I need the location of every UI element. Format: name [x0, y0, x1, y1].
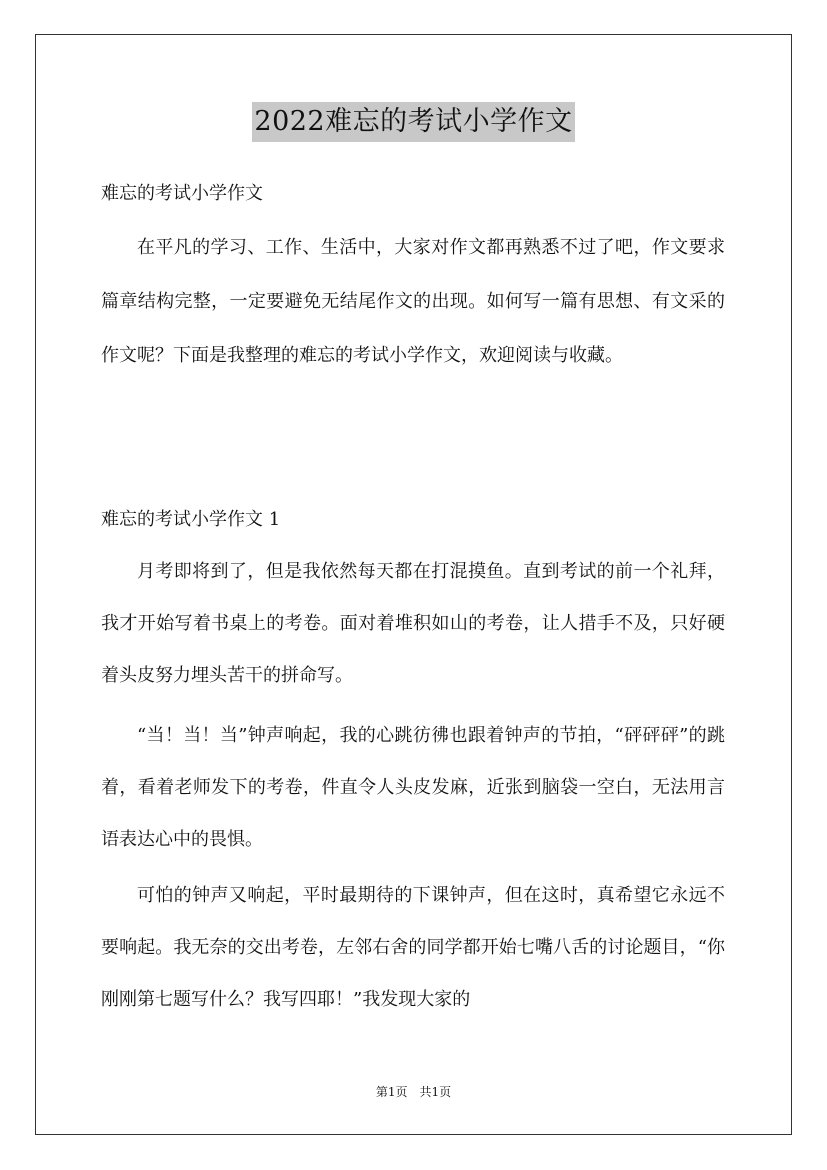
- intro-paragraph: 在平凡的学习、工作、生活中，大家对作文都再熟悉不过了吧，作文要求篇章结构完整，一定要避免无结尾作文的出现。如何写一篇有思想、有文采的作文呢？下面是我整理的难忘的考试小学作文，欢迎阅读与收藏。: [101, 237, 725, 366]
- page-footer: [0, 1084, 827, 1100]
- body-paragraph: 月考即将到了，但是我依然每天都在打混摸鱼。直到考试的前一个礼拜，我才开始写着书桌上的考卷。面对着堆积如山的考卷，让人措手不及，只好硬着头皮努力埋头苦干的拼命写。: [101, 561, 725, 686]
- page-number: 第1页: [375, 1085, 408, 1099]
- section-heading: 难忘的考试小学作文 1: [101, 509, 281, 530]
- intro-heading: 难忘的考试小学作文: [101, 183, 263, 204]
- page-total: 共1页: [419, 1085, 452, 1099]
- title-container: [0, 102, 827, 142]
- document-title: 2022难忘的考试小学作文: [252, 102, 574, 142]
- body-paragraph: 可怕的钟声又响起，平时最期待的下课钟声，但在这时，真希望它永远不要响起。我无奈的交出考卷，左邻右舍的同学都开始七嘴八舌的讨论题目，“你刚刚第七题写什么？我写四耶！”我发现大家的: [101, 885, 725, 1010]
- body-paragraph: “当！当！当”钟声响起，我的心跳彷彿也跟着钟声的节拍，“砰砰砰”的跳着，看着老师发下的考卷，件直令人头皮发麻，近张到脑袋一空白，无法用言语表达心中的畏惧。: [101, 725, 725, 850]
